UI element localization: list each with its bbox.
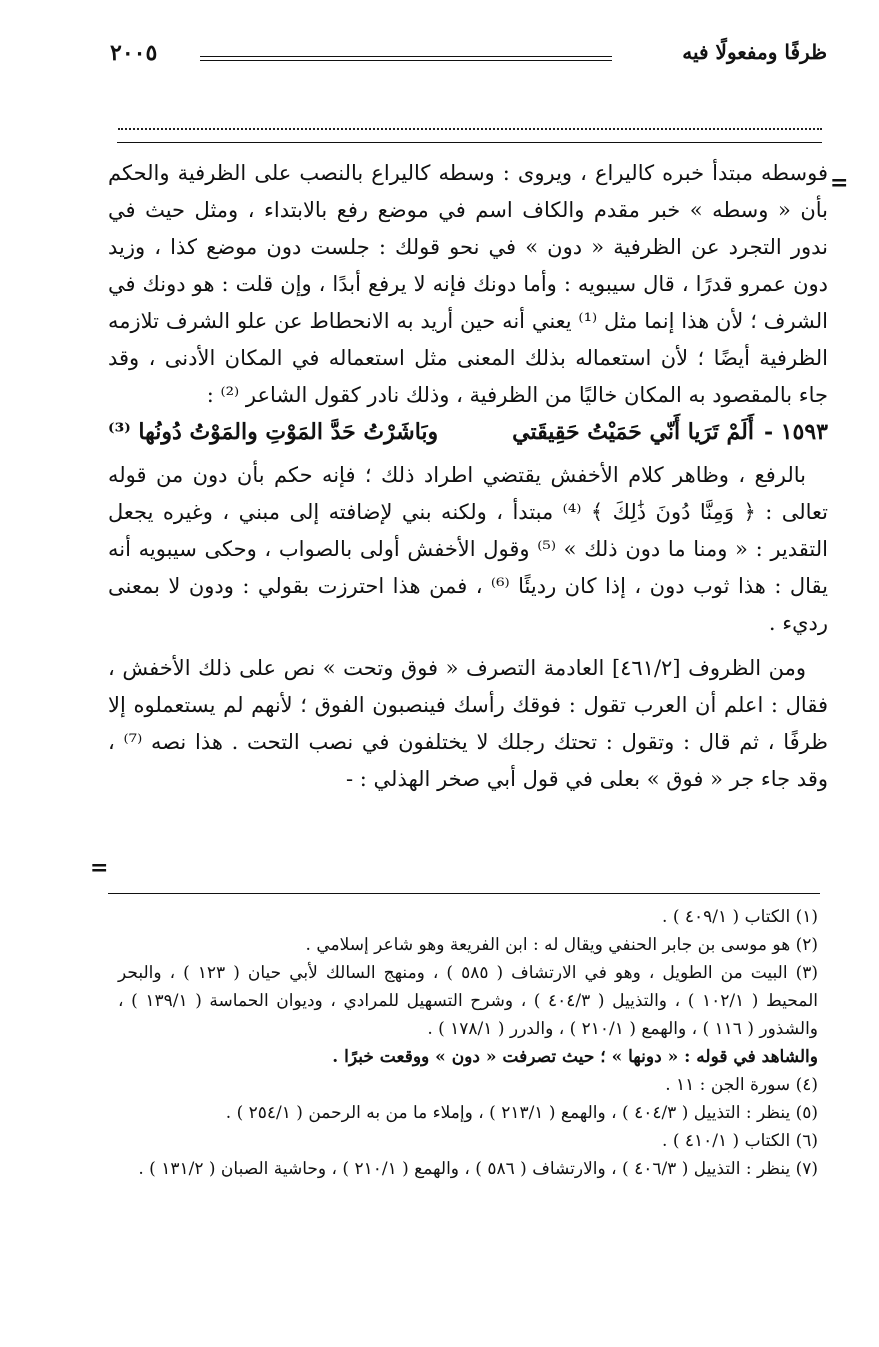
footnote-7: (٧) ينظر : التذييل ( ٤٠٦/٣ ) ، والارتشاف ( ٥٨٦ ) ، والهمع ( ٢١٠/١ ) ، وحاشية الصبان ( ١٣١/٢ ) .	[138, 1159, 818, 1179]
paragraph-1: فوسطه مبتدأ خبره كاليراع ، ويروى : وسطه كاليراع بالنصب على الظرفية والحكم بأن « وسطه » خبر مقدم والكاف اسم في موضع رفع بالابتداء ، ومثل حيث في ندور التجرد عن الظرفية « دون » في نحو قولك : جلست دون موضع كذا ، وزيد دون عمرو قدرًا ، قال سيبويه : وأما دونك فإنه لا يرفع أبدًا ، وإن قلت : هو دونك في الشرف ؛ لأن هذا إنما مثل ⁽¹⁾ يعني أنه حين أريد به الانحطاط عن علو الشرف تلازمه الظرفية أيضًا ؛ لأن استعماله بذلك المعنى مثل استعماله في المكان الأدنى ، وقد جاء بالمقصود به المكان خاليًا من الظرفية ، وذلك نادر كقول الشاعر ⁽²⁾ :	[108, 161, 829, 407]
header-rule	[200, 56, 612, 61]
header-title: ظرفًا ومفعولًا فيه	[682, 40, 827, 64]
verse-first-hemistich: أَلَمْ تَرَيا أَنّي حَمَيْتُ حَقِيقَتي	[512, 419, 754, 445]
footnote-3: (٣) البيت من الطويل ، وهو في الارتشاف ( ٥٨٥ ) ، ومنهج السالك لأبي حيان ( ١٢٣ ) ، والبحر المحيط ( ١٠٢/١ ) ، والتذييل ( ٤٠٤/٣ ) ، وشرح التسهيل للمرادي ، وديوان الحماسة ( ١٣٩/١ ) ، والشذور ( ١١٦ ) ، والهمع ( ٢١٠/١ ) ، والدرر ( ١٧٨/١ ) .	[118, 963, 819, 1039]
top-rule	[117, 142, 822, 143]
footnote-rule	[108, 893, 820, 894]
running-header	[110, 40, 827, 80]
main-text	[108, 155, 828, 798]
dotted-separator	[118, 116, 822, 130]
footnote-4: (٤) سورة الجن : ١١ .	[665, 1075, 818, 1095]
paragraph-3: ومن الظروف [٤٦١/٢] العادمة التصرف « فوق وتحت » نص على ذلك الأخفش ، فقال : اعلم أن العرب تقول : فوقك رأسك فينصبون الفوق ؛ لأنهم لم يستعملوه إلا ظرفًا ، ثم قال : وتقول : تحتك رجلك لا يختلفون في نصب التحت . هذا نصه ⁽⁷⁾ ، وقد جاء جر « فوق » بعلى في قول أبي صخر الهذلي : -	[108, 656, 828, 791]
verse-1593	[108, 414, 828, 457]
continuation-mark-end: =	[90, 855, 109, 881]
footnotes	[118, 903, 818, 1183]
continuation-mark-start: =	[830, 170, 849, 196]
page-number: ٢٠٠٥	[110, 40, 158, 66]
footnote-3-shahid: والشاهد في قوله : « دونها » ؛ حيث تصرفت « دون » ووقعت خبرًا .	[332, 1047, 818, 1067]
footnote-6: (٦) الكتاب ( ٤١٠/١ ) .	[662, 1131, 818, 1151]
verse-second-hemistich: وبَاشَرْتُ حَدَّ المَوْتِ والمَوْتُ دُونُها ⁽³⁾	[108, 419, 439, 445]
paragraph-2: بالرفع ، وظاهر كلام الأخفش يقتضي اطراد ذلك ؛ فإنه حكم بأن دون من قوله تعالى : ﴿ وَمِنَّا دُونَ ذَٰلِكَ ﴾ ⁽⁴⁾ مبتدأ ، ولكنه بني لإضافته إلى مبني ، وغيره يجعل التقدير : « ومنا ما دون ذلك » ⁽⁵⁾ وقول الأخفش أولى بالصواب ، وحكى سيبويه أنه يقال : هذا ثوب دون ، إذا كان رديئًا ⁽⁶⁾ ، فمن هذا احترزت بقولي : ودون لا بمعنى رديء .	[108, 463, 828, 635]
footnote-5: (٥) ينظر : التذييل ( ٤٠٤/٣ ) ، والهمع ( ٢١٣/١ ) ، وإملاء ما من به الرحمن ( ٢٥٤/١ ) .	[225, 1103, 818, 1123]
verse-number: ١٥٩٣ -	[763, 419, 828, 445]
footnote-2: (٢) هو موسى بن جابر الحنفي ويقال له : ابن الفريعة وهو شاعر إسلامي .	[305, 935, 818, 955]
footnote-1: (١) الكتاب ( ٤٠٩/١ ) .	[662, 907, 818, 927]
